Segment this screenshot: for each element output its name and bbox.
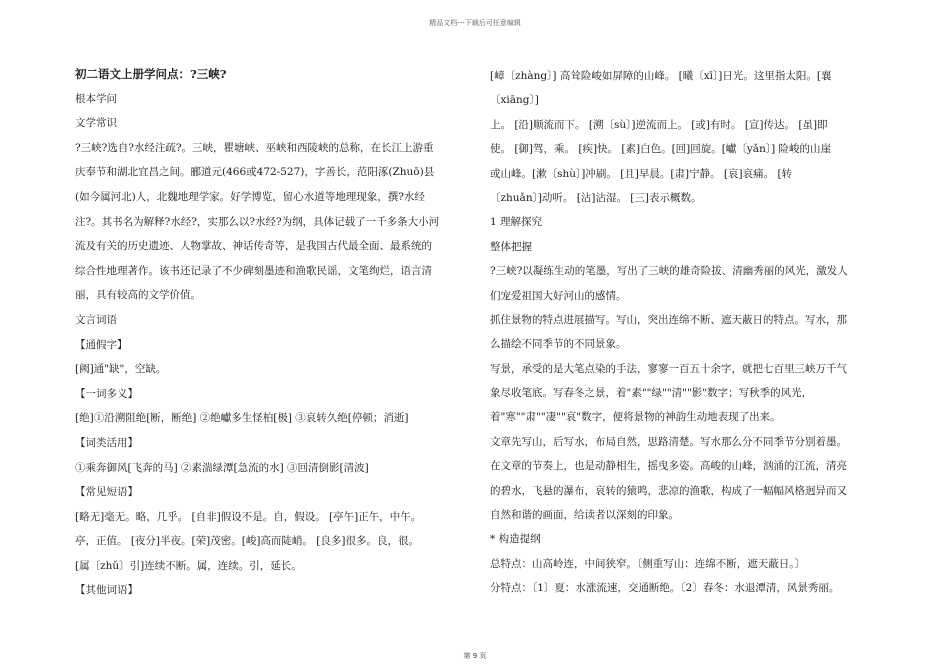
text-line: 总特点：山高岭连，中间狭窄。〔侧重写山：连绵不断，遮天蔽日。〕 bbox=[490, 557, 805, 570]
text-line: 〔xiāng〕] bbox=[490, 94, 539, 107]
text-line: 着"寒""肃""凄""哀"数字，便将景物的神韵生动地表现了出来。 bbox=[490, 411, 781, 424]
text-line: 么描绘不同季节的不同景象。 bbox=[490, 338, 627, 351]
text-line: 注?。其书名为解释?水经?，实那么以?水经?为纲，具体记载了一千多条大小河 bbox=[75, 215, 440, 228]
text-line: 根本学问 bbox=[75, 92, 117, 105]
text-line: 文章先写山，后写水，布局自然，思路清楚。写水那么分不同季节分别着墨。 bbox=[490, 435, 847, 448]
left-column bbox=[75, 62, 460, 603]
text-line: 的碧水，飞悬的瀑布，哀转的猿鸣，悲凉的渔歌，构成了一幅幅风格迥异而又 bbox=[490, 484, 847, 497]
text-line: 丽，具有较高的文学价值。 bbox=[75, 289, 201, 302]
page-header: 精品文档---下载后可任意编辑 bbox=[429, 19, 521, 27]
text-line: 分特点：〔1〕夏：水涨流速，交通断绝。〔2〕春冬：水退潭清，风景秀丽。 bbox=[490, 582, 840, 595]
text-line: 【常见短语】 bbox=[75, 486, 138, 499]
text-line: 文学常识 bbox=[75, 117, 117, 130]
text-line: [阙]通"缺"，空缺。 bbox=[75, 363, 167, 376]
document-title: 初二语文上册学问点：?三峡? bbox=[75, 67, 227, 81]
text-line: 在文章的节奏上，也是动静相生，摇曳多姿。高峻的山峰，汹涌的江流，清亮 bbox=[490, 460, 847, 473]
right-column bbox=[490, 64, 880, 601]
text-line: 1 理解探究 bbox=[490, 216, 543, 229]
text-line: 文言词语 bbox=[75, 313, 117, 326]
text-line: (如今属河北)人，北魏地理学家。好学博览，留心水道等地理现象，撰?水经 bbox=[75, 190, 425, 203]
text-line: 象尽收笔底。写春冬之景，着"素""绿""清""影"数字；写秋季的风光， bbox=[490, 387, 813, 400]
text-line: 们宠爱祖国大好河山的感情。 bbox=[490, 289, 627, 302]
text-line: 流及有关的历史遗迹、人物掌故、神话传奇等，是我国古代最全面、最系统的 bbox=[75, 240, 432, 253]
text-line: 【其他词语】 bbox=[75, 584, 138, 597]
text-line: [属〔zhǔ〕引]连续不断。属，连续。引，延长。 bbox=[75, 559, 302, 572]
text-line: 【通假字】 bbox=[75, 338, 128, 351]
text-line: 写景，承受的是大笔点染的手法，寥寥一百五十余字，就把七百里三峡万千气 bbox=[490, 362, 847, 375]
text-line: 【词类活用】 bbox=[75, 436, 138, 449]
text-line: [绝]①沿溯阻绝[断，断绝] ②绝巘多生怪柏[极] ③哀转久绝[停顿；消逝] bbox=[75, 412, 409, 425]
text-line: 或山峰。[漱〔shù〕]冲刷。 [且]早晨。[肃]宁静。 [哀]哀痛。 [转 bbox=[490, 167, 793, 180]
text-line: 〔zhuǎn〕]动听。 [沾]沾湿。 [三]表示概数。 bbox=[490, 191, 702, 204]
text-line: 庆奉节和湖北宜昌之间。郦道元(466或472-527)，字善长，范阳涿(Zhuō)县 bbox=[75, 166, 435, 179]
text-line: * 构造提纲 bbox=[490, 533, 541, 546]
text-line: [嶂〔zhàng〕] 高耸险峻如屏障的山峰。 [曦〔xī〕]日光。这里指太阳。[襄 bbox=[490, 70, 832, 82]
text-line: ?三峡?选自?水经注疏?。三峡，瞿塘峡、巫峡和西陵峡的总称，在长江上游重 bbox=[75, 141, 434, 154]
text-line: ?三峡?以凝练生动的笔墨，写出了三峡的雄奇险拔、清幽秀丽的风光，激发人 bbox=[490, 265, 848, 278]
text-line: ①乘奔御风[飞奔的马] ②素湍绿潭[急流的水] ③回清倒影[清波] bbox=[75, 461, 369, 474]
text-line: 综合性地理著作。该书还记录了不少碑刻墨迹和渔歌民谣，文笔绚烂，语言清 bbox=[75, 264, 432, 277]
text-line: 抓住景物的特点进展描写。写山，突出连绵不断、遮天蔽日的特点。写水，那 bbox=[490, 313, 847, 326]
text-line: 亭，正值。 [夜分]半夜。[荣]茂密。[峻]高而陡峭。 [良多]很多。良，很。 bbox=[75, 535, 419, 548]
page-footer: 第 9 页 bbox=[463, 652, 487, 660]
text-line: 上。 [沿]顺流而下。 [溯〔sù〕]逆流而上。 [或]有时。 [宣]传达。 [虽]即 bbox=[490, 118, 828, 131]
text-line: 【一词多义】 bbox=[75, 387, 138, 400]
text-line: 自然和谐的画面，给读者以深刻的印象。 bbox=[490, 509, 679, 522]
text-line: 整体把握 bbox=[490, 240, 532, 253]
text-line: 使。 [御]驾，乘。 [疾]快。 [素]白色。[回]回旋。[巘〔yǎn〕] 险峻的山崖 bbox=[490, 143, 832, 156]
text-line: [略无]毫无。略，几乎。 [自非]假设不是。自，假设。 [亭午]正午，中午。 bbox=[75, 510, 422, 523]
